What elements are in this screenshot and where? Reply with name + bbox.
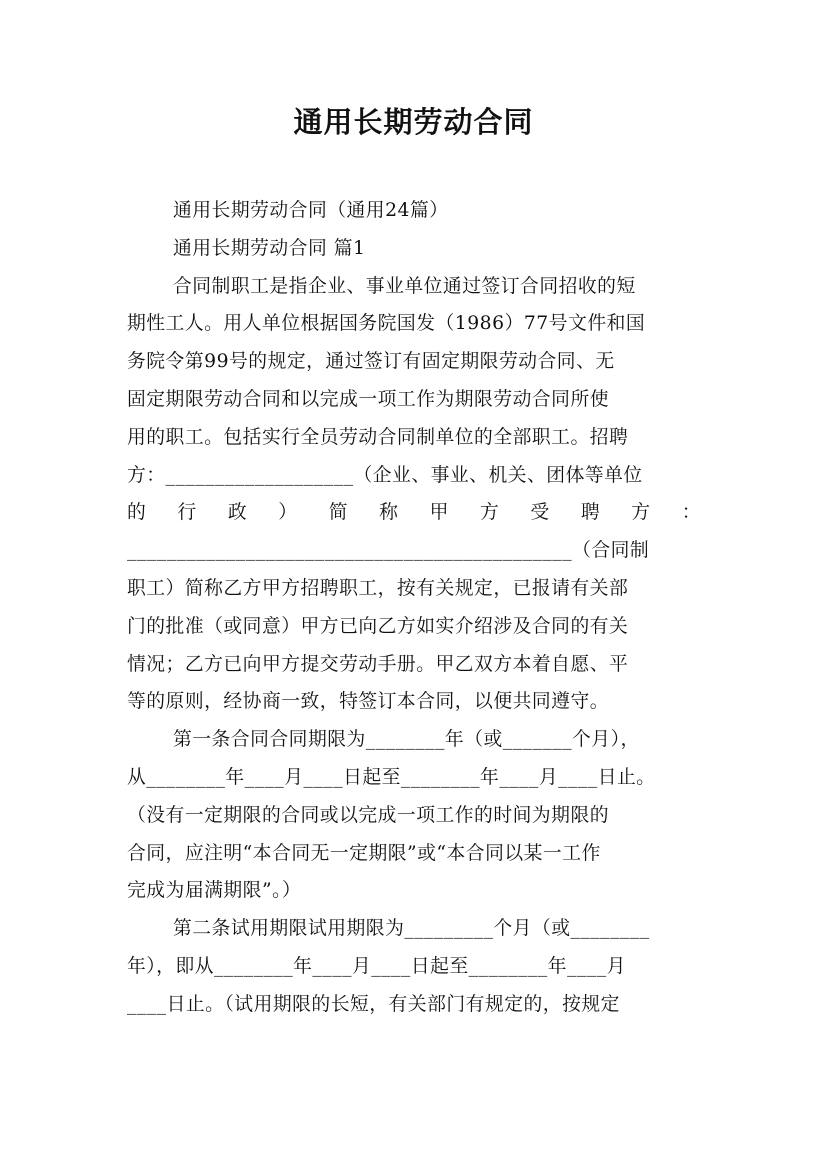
paragraph-line: 合同制职工是指企业、事业单位通过签订合同招收的短 xyxy=(173,275,636,297)
article-1-line: 从________年____月____日起至________年____月____日止。 xyxy=(127,766,656,788)
paragraph-line: 门的批准（或同意）甲方已向乙方如实介绍涉及合同的有关 xyxy=(127,615,629,637)
paragraph-line: 期性工人。用人单位根据国务院国发（1986）77号文件和国 xyxy=(127,313,646,335)
document-body xyxy=(127,192,701,1024)
paragraph-line: 等的原则，经协商一致，特签订本合同，以便共同遵守。 xyxy=(127,691,610,713)
article-2-line: 年），即从________年____月____日起至________年____月 xyxy=(127,955,626,977)
article-1-note-line: （没有一定期限的合同或以完成一项工作的时间为期限的 xyxy=(127,804,610,826)
document-title: 通用长期劳动合同 xyxy=(293,105,534,139)
article-1-line: 第一条合同合同期限为________年（或_______个月）， xyxy=(173,729,640,751)
section-heading: 通用长期劳动合同 篇1 xyxy=(173,237,366,259)
article-2-line: ____日止。（试用期限的长短，有关部门有规定的，按规定 xyxy=(127,993,620,1015)
article-2-line: 第二条试用期限试用期限为_________个月（或________ xyxy=(173,918,650,940)
paragraph-line: 方：___________________（企业、事业、机关、团体等单位 xyxy=(127,464,643,486)
paragraph-line: 职工）简称乙方甲方招聘职工，按有关规定，已报请有关部 xyxy=(127,577,629,599)
article-1-note-line: 合同，应注明“本合同无一定期限”或“本合同以某一工作 xyxy=(127,842,601,864)
paragraph-line: 固定期限劳动合同和以完成一项工作为期限劳动合同所使 xyxy=(127,388,610,410)
paragraph-line: 用的职工。包括实行全员劳动合同制单位的全部职工。招聘 xyxy=(127,426,629,448)
subtitle-line: 通用长期劳动合同（通用24篇） xyxy=(173,200,449,221)
paragraph-line: _____________________________________________（合同制 xyxy=(127,540,650,562)
article-1-note-line: 完成为届满期限”。） xyxy=(127,880,302,902)
paragraph-line-spaced: 的 行 政 ） 简 称 甲 方 受 聘 方 ： xyxy=(127,502,701,524)
paragraph-line: 务院令第99号的规定，通过签订有固定期限劳动合同、无 xyxy=(127,351,615,373)
paragraph-line: 情况；乙方已向甲方提交劳动手册。甲乙双方本着自愿、平 xyxy=(127,653,629,675)
